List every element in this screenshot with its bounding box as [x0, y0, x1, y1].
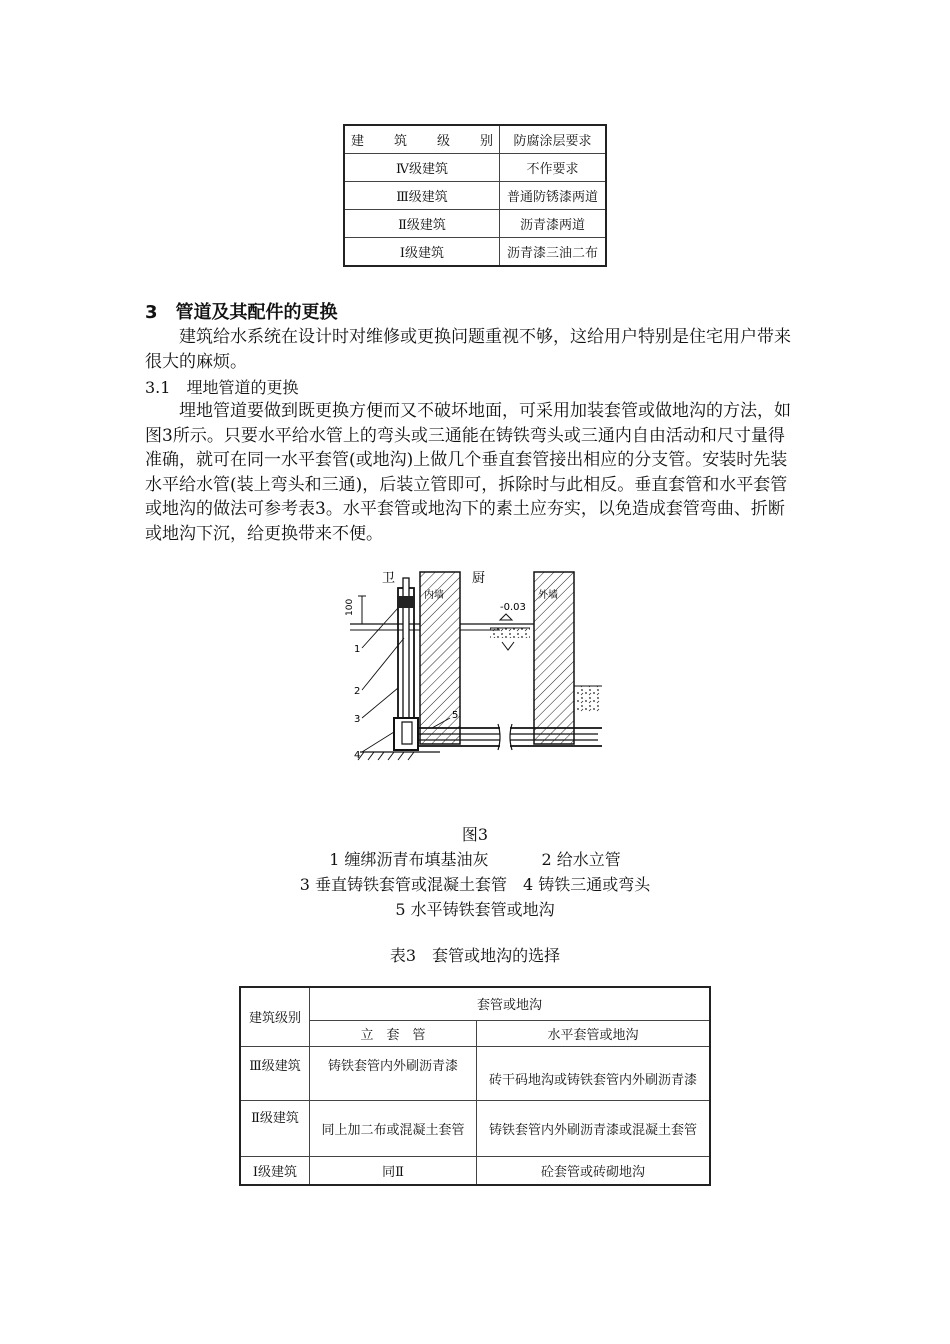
table-cell: 沥青漆两道	[500, 210, 607, 238]
label-number: 5	[452, 710, 459, 721]
table-header-cell: 建 筑 级 别	[344, 125, 500, 154]
table-header-cell: 套管或地沟	[310, 987, 711, 1020]
figure-legend-line: 5 水平铸铁套管或地沟	[395, 900, 555, 919]
table-cell: Ⅲ级建筑	[240, 1046, 310, 1100]
table-header-cell: 立 套 管	[310, 1020, 477, 1046]
label-elevation: -0.03	[500, 602, 526, 613]
subsection-heading: 3.1 埋地管道的更换	[145, 378, 299, 397]
pipe-sleeve-diagram	[340, 568, 602, 808]
table-header-cell: 防腐涂层要求	[500, 125, 607, 154]
table-cell: Ⅱ级建筑	[240, 1100, 310, 1156]
table-cell: Ⅳ级建筑	[344, 154, 500, 182]
label-dimension: 100	[345, 598, 355, 616]
table-header-cell: 建筑级别	[240, 987, 310, 1046]
table-row	[240, 1046, 710, 1100]
label-bathroom: 卫	[382, 571, 396, 586]
table-header-row	[240, 987, 710, 1020]
table-cell: 铸铁套管内外刷沥青漆	[310, 1046, 477, 1100]
table-cell: 不作要求	[500, 154, 607, 182]
table-row	[344, 238, 606, 267]
sleeve-selection-table	[239, 986, 711, 1186]
figure-legend-line: 3 垂直铸铁套管或混凝土套管 4 铸铁三通或弯头	[299, 875, 651, 894]
table-row	[344, 210, 606, 238]
figure-legend-line: 1 缠绑沥青布填基油灰 2 给水立管	[329, 850, 621, 869]
table-cell: 沥青漆三油二布	[500, 238, 607, 267]
table-cell: Ⅰ级建筑	[344, 238, 500, 267]
table-cell: 铸铁套管内外刷沥青漆或混凝土套管	[477, 1100, 711, 1156]
table-header-row	[240, 1020, 710, 1046]
figure-caption: 图3	[461, 825, 489, 844]
label-kitchen: 厨	[472, 571, 486, 586]
label-number: 2	[354, 686, 361, 697]
table-header-row	[344, 125, 606, 154]
table-header-cell: 水平套管或地沟	[477, 1020, 711, 1046]
table-title: 表3 套管或地沟的选择	[389, 946, 561, 965]
table-cell: 同上加二布或混凝土套管	[310, 1100, 477, 1156]
table-cell: Ⅲ级建筑	[344, 182, 500, 210]
table-cell: 砼套管或砖砌地沟	[477, 1156, 711, 1185]
label-number: 4	[354, 750, 361, 761]
table-row	[240, 1100, 710, 1156]
table-row	[344, 154, 606, 182]
section-heading: 3 管道及其配件的更换	[145, 302, 338, 323]
coating-requirements-table	[343, 124, 607, 267]
label-number: 1	[354, 644, 361, 655]
table-cell: Ⅰ级建筑	[240, 1156, 310, 1185]
section-paragraph: 建筑给水系统在设计时对维修或更换问题重视不够，这给用户特别是住宅用户带来很大的麻烦。	[145, 327, 791, 372]
table-cell: Ⅱ级建筑	[344, 210, 500, 238]
table-cell: 砖干码地沟或铸铁套管内外刷沥青漆	[477, 1046, 711, 1100]
table-cell: 普通防锈漆两道	[500, 182, 607, 210]
subsection-paragraph: 埋地管道要做到既更换方便而又不破坏地面，可采用加装套管或做地沟的方法，如图3所示。只要水平给水管上的弯头或三通能在铸铁弯头或三通内自由活动和尺寸量得准确，就可在同一水平套管(或地沟)上做几个垂直套管接出相应的分支管。安装时先装水平给水管(装上弯头和三通)，后装立管即可，拆除时与此相反。垂直套管和水平套管或地沟的做法可参考表3。水平套管或地沟下的素土应夯实，以免造成套管弯曲、折断或地沟下沉，给更换带来不便。	[145, 401, 791, 544]
label-interior-wall: 内墙	[424, 590, 444, 601]
label-exterior-wall: 外墙	[538, 590, 558, 601]
label-number: 3	[354, 714, 361, 725]
table-row	[240, 1156, 710, 1185]
table-row	[344, 182, 606, 210]
table-cell: 同Ⅱ	[310, 1156, 477, 1185]
